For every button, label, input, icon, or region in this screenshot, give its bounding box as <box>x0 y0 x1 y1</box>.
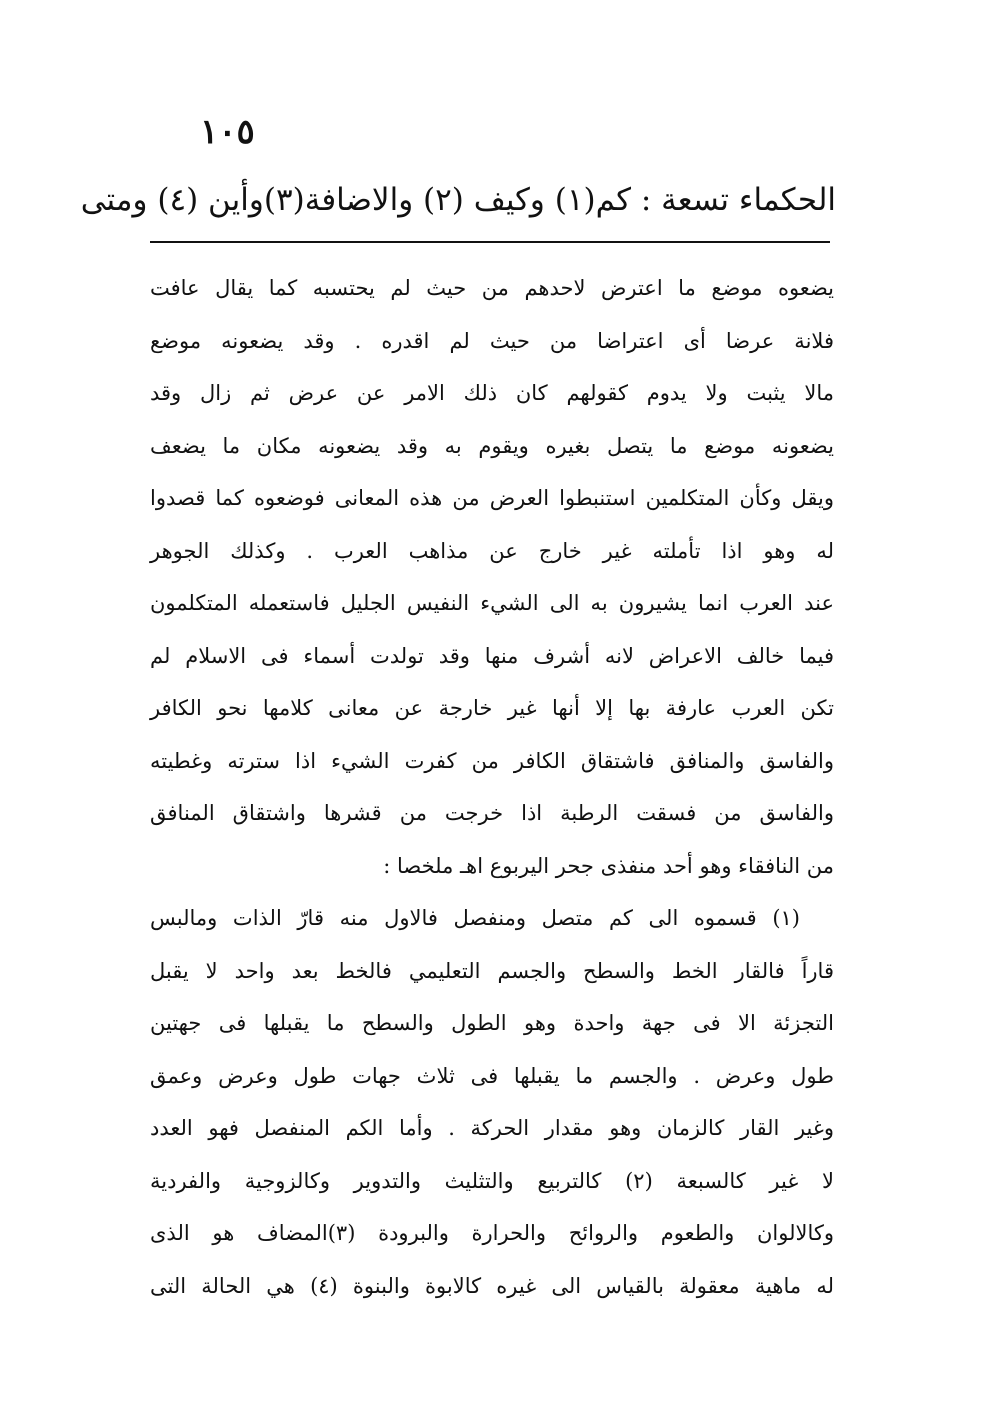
text-line: يضعوه موضع ما اعترض لاحدهم من حيث لم يحتسبه كما يقال عافت <box>150 276 834 300</box>
header-line: الحكماء تسعة : كم(١) وكيف (٢) والاضافة(٣)وأين (٤) ومتى <box>80 182 836 218</box>
footnote-line: وغير القار كالزمان وهو مقدار الحركة . وأما الكم المنفصل فهو العدد <box>150 1116 834 1140</box>
footnote-line: (١) قسموه الى كم متصل ومنفصل فالاول منه قارّ الذات ومالبس <box>150 906 800 930</box>
text-line: يضعونه موضع ما يتصل بغيره ويقوم به وقد يضعونه مكان ما يضعف <box>150 433 834 458</box>
text-line: من النافقاء وهو أحد منفذى جحر اليربوع اهـ ملخصا : <box>383 853 834 878</box>
footnote-line: لا غير كالسبعة (٢) كالتربيع والتثليث والتدوير وكالزوجية والفردية <box>150 1168 834 1193</box>
page-number: ١٠٥ <box>200 112 255 152</box>
footnote-line: طول وعرض . والجسم ما يقبلها فى ثلاث جهات طول وعرض وعمق <box>150 1063 834 1088</box>
text-line: فيما خالف الاعراض لانه أشرف منها وقد تولدت أسماء فى الاسلام لم <box>150 643 834 668</box>
text-line: له وهو اذا تأملته غير خارج عن مذاهب العرب . وكذلك الجوهر <box>150 538 834 563</box>
footnote-line: وكالالوان والطعوم والروائح والحرارة والبرودة (٣)المضاف هو الذى <box>150 1221 834 1245</box>
text-line: عند العرب انما يشيرون به الى الشيء النفيس الجليل فاستعمله المتكلمون <box>150 591 834 615</box>
footnote-line: قاراً فالقار الخط والسطح والجسم التعليمي فالخط بعد واحد لا يقبل <box>150 958 834 983</box>
body-text <box>150 262 834 1312</box>
text-line: ويقل وكأن المتكلمين استنبطوا العرض من هذه المعانى فوضعوه كما قصدوا <box>150 486 834 510</box>
footnote-line: له ماهية معقولة بالقياس الى غيره كالابوة والبنوة (٤) هي الحالة التى <box>150 1273 834 1298</box>
text-line: مالا يثبت ولا يدوم كقولهم كان ذلك الامر عن عرض ثم زال وقد <box>150 381 834 405</box>
footnote-line: التجزئة الا فى جهة واحدة وهو الطول والسطح ما يقبلها فى جهتين <box>150 1011 834 1035</box>
header-rule <box>150 241 830 243</box>
text-line: والفاسق من فسقت الرطبة اذا خرجت من قشرها واشتقاق المنافق <box>150 801 834 825</box>
text-line: فلانة عرضا أى اعتراضا من حيث لم اقدره . وقد يضعونه موضع <box>150 328 834 353</box>
text-line: والفاسق والمنافق فاشتقاق الكافر من كفرت الشيء اذا سترته وغطيته <box>150 748 834 773</box>
text-line: تكن العرب عارفة بها إلا أنها غير خارجة عن معانى كلامها نحو الكافر <box>150 696 834 720</box>
